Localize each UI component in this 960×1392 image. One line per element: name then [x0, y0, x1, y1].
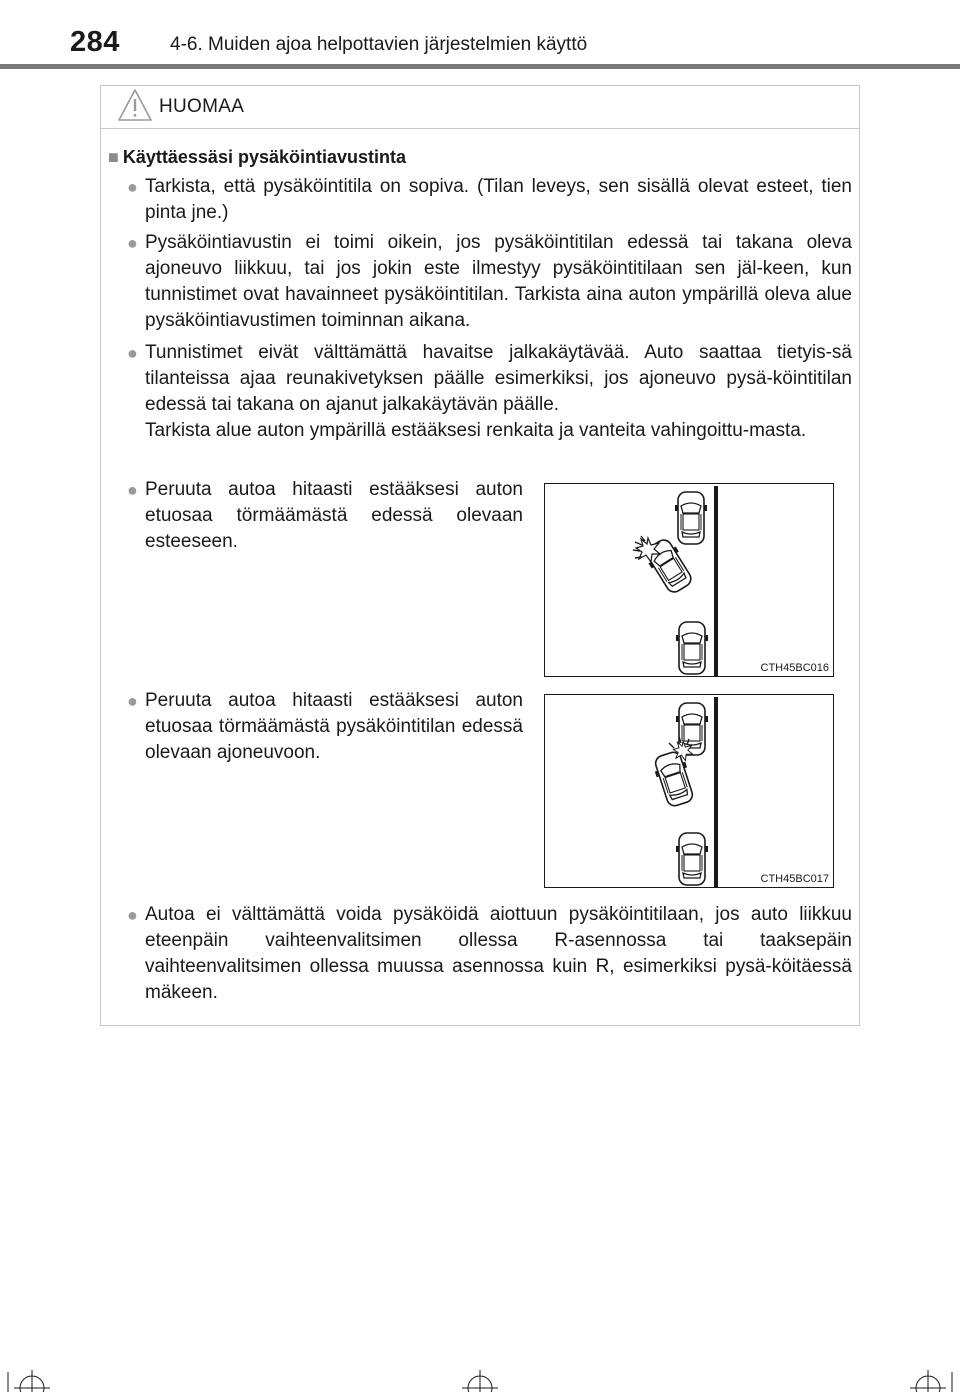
list-item-text-extra: Tarkista alue auton ympärillä estääksesi renkaita ja vanteita vahingoittu-masta.: [145, 420, 807, 441]
list-item-text: Autoa ei välttämättä voida pysäköidä aiottuun pysäköintitilaan, jos auto liikkuu eteenpäin vaihteenvalitsimen ollessa R-asennossa tai taaksepäin vaihteenvalitsimen ollessa muussa asennossa kuin R, esimerkiksi pysä-köitäessä mäkeen.: [145, 904, 852, 1003]
list-item: [127, 902, 852, 1006]
figure-code: CTH45BC017: [760, 873, 829, 885]
bullet-dot-icon: ●: [127, 233, 138, 253]
bullet-dot-icon: ●: [127, 905, 138, 925]
list-item-text: Peruuta autoa hitaasti estääksesi auton etuosaa törmäämästä edessä olevaan esteeseen.: [145, 479, 523, 552]
parking-diagram-vehicle: [544, 694, 834, 888]
crop-marks: [0, 1352, 960, 1392]
header-rule: [0, 64, 960, 69]
parking-illustration: [545, 695, 835, 889]
caution-header: [101, 86, 859, 129]
list-item: [127, 230, 852, 334]
figure-code: CTH45BC016: [760, 662, 829, 674]
bullet-dot-icon: ●: [127, 691, 138, 711]
list-item-text: Tarkista, että pysäköintitila on sopiva. (Tilan leveys, sen sisällä olevat esteet, tien pinta jne.): [145, 176, 852, 223]
parking-diagram-obstacle: [544, 483, 834, 677]
section-heading-text: Käyttäessäsi pysäköintiavustinta: [122, 147, 406, 167]
parking-illustration: [545, 484, 835, 678]
warning-icon: [117, 88, 153, 122]
section-heading: [108, 147, 406, 168]
list-item-text: Peruuta autoa hitaasti estääksesi auton etuosaa törmäämästä pysäköintitilan edessä olevaan ajoneuvoon.: [145, 690, 523, 763]
section-title: 4-6. Muiden ajoa helpottavien järjestelmien käyttö: [170, 34, 588, 55]
list-item: [127, 340, 852, 444]
bullet-dot-icon: ●: [127, 343, 138, 363]
page-header: [0, 0, 960, 70]
square-bullet-icon: ■: [108, 147, 119, 167]
list-item: [127, 174, 852, 226]
caution-label: HUOMAA: [159, 96, 245, 117]
page-number: 284: [70, 26, 120, 58]
list-item-text: Tunnistimet eivät välttämättä havaitse jalkakäytävää. Auto saattaa tietyis-sä tilanteissa ajaa reunakivetyksen päälle esimerkiksi, jos ajoneuvo pysä-köintitilan edessä tai takana on ajanut jalkakäytävän päälle.: [145, 342, 852, 415]
list-item: [127, 477, 523, 555]
list-item: [127, 688, 523, 766]
bullet-dot-icon: ●: [127, 177, 138, 197]
list-item-text: Pysäköintiavustin ei toimi oikein, jos pysäköintitilan edessä tai takana oleva ajoneuvo liikkuu, tai jos jokin este ilmestyy pysäköintitilaan sen jäl-keen, kun tunnistimet ovat havainneet pysäköintitilan. Tarkista aina auton ympärillä oleva alue pysäköintiavustimen toiminnan aikana.: [145, 232, 852, 331]
bullet-dot-icon: ●: [127, 480, 138, 500]
